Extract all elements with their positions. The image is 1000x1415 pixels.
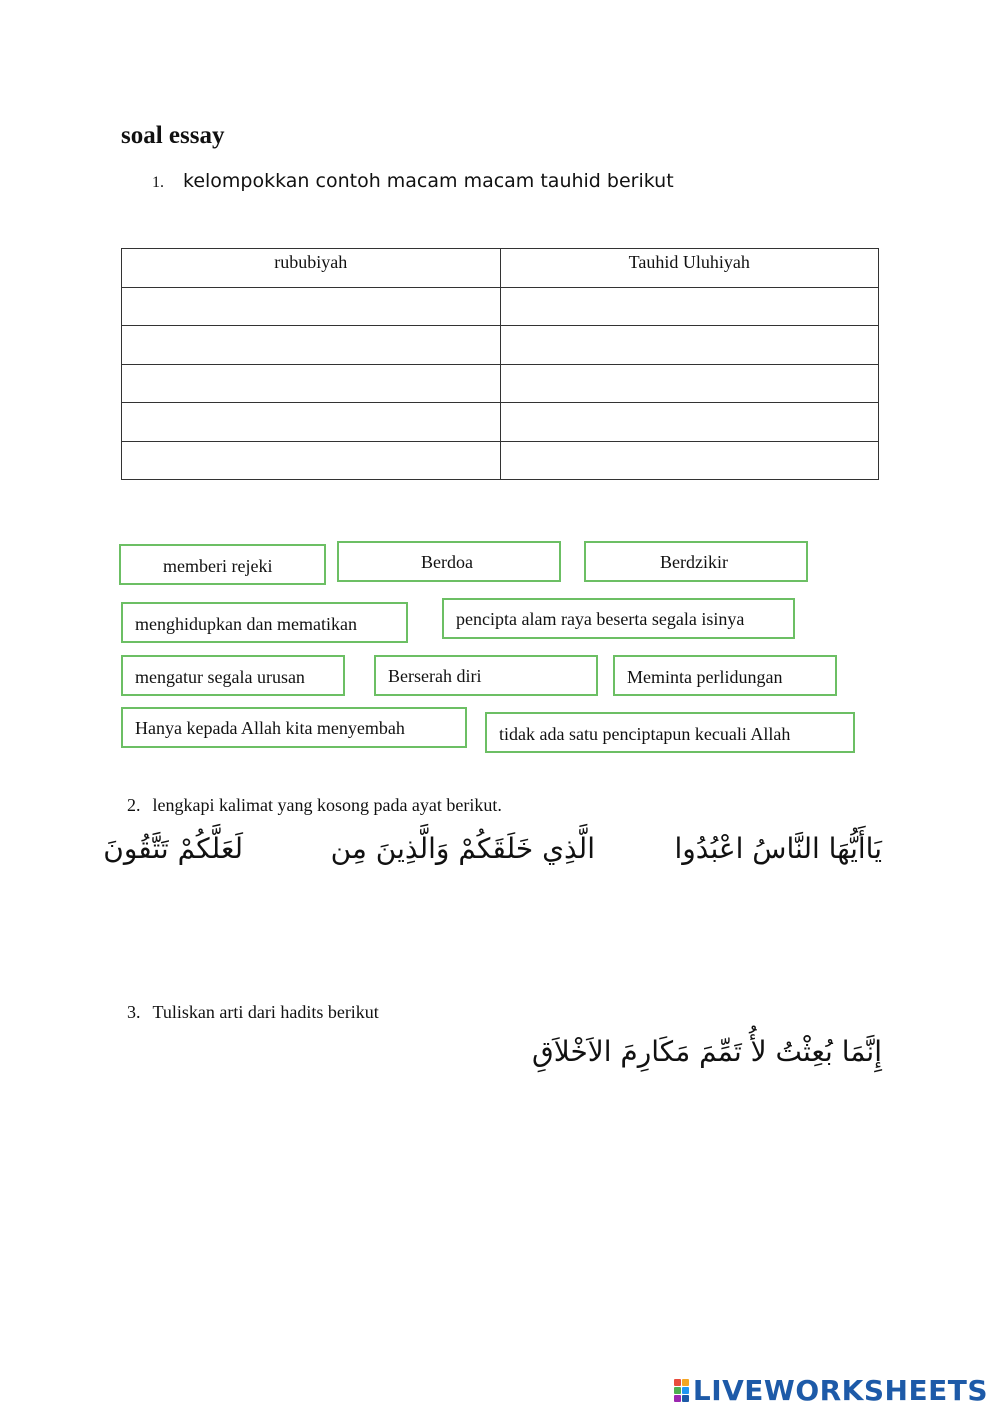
header-uluhiyah: Tauhid Uluhiyah	[500, 249, 879, 288]
ayat-part-1: يَاأَيُّهَا النَّاسُ اعْبُدُوا	[674, 832, 882, 865]
question-3-text: Tuliskan arti dari hadits berikut	[152, 1002, 379, 1022]
logo-mark-square	[674, 1395, 681, 1402]
logo-text: LIVEWORKSHEETS	[692, 1374, 988, 1407]
question-3	[127, 1002, 379, 1023]
question-2-number: 2.	[127, 795, 141, 815]
drop-cell-rububiyah[interactable]	[122, 326, 501, 365]
page-title: soal essay	[121, 122, 225, 149]
question-1-number: 1.	[152, 174, 164, 191]
ayat-part-3: لَعَلَّكُمْ تَتَّقُونَ	[103, 832, 243, 865]
drop-cell-rububiyah[interactable]	[122, 364, 501, 403]
question-2-text: lengkapi kalimat yang kosong pada ayat berikut.	[152, 795, 502, 815]
hadith-text: إِنَّمَا بُعِثْتُ لأُ تَمِّمَ مَكَارِمَ الاَخْلاَقِ	[532, 1035, 882, 1068]
drop-cell-uluhiyah[interactable]	[500, 403, 879, 442]
drag-card-tidak-ada-pencipta[interactable]: tidak ada satu penciptapun kecuali Allah	[485, 712, 855, 753]
drop-cell-uluhiyah[interactable]	[500, 287, 879, 326]
drag-card-pencipta-alam[interactable]: pencipta alam raya beserta segala isinya	[442, 598, 795, 639]
liveworksheets-logo	[674, 1374, 988, 1407]
question-1	[152, 170, 674, 193]
logo-mark-square	[674, 1379, 681, 1386]
drop-cell-rububiyah[interactable]	[122, 403, 501, 442]
drag-card-menghidupkan[interactable]: menghidupkan dan mematikan	[121, 602, 408, 643]
logo-mark-square	[682, 1379, 689, 1386]
logo-mark-square	[674, 1387, 681, 1394]
question-1-text: kelompokkan contoh macam macam tauhid berikut	[183, 170, 674, 192]
drag-card-berdoa[interactable]: Berdoa	[337, 541, 561, 582]
drag-card-berdzikir[interactable]: Berdzikir	[584, 541, 808, 582]
drop-cell-uluhiyah[interactable]	[500, 326, 879, 365]
table-header-row	[122, 249, 879, 288]
table-row	[122, 364, 879, 403]
drag-card-hanya-kepada-allah[interactable]: Hanya kepada Allah kita menyembah	[121, 707, 467, 748]
drag-card-meminta-perlindungan[interactable]: Meminta perlidungan	[613, 655, 837, 696]
logo-mark-square	[682, 1395, 689, 1402]
drop-cell-rububiyah[interactable]	[122, 441, 501, 480]
drag-card-mengatur-urusan[interactable]: mengatur segala urusan	[121, 655, 345, 696]
tauhid-table	[121, 248, 879, 480]
drop-cell-rububiyah[interactable]	[122, 287, 501, 326]
drag-card-memberi-rejeki[interactable]: memberi rejeki	[119, 544, 326, 585]
question-3-number: 3.	[127, 1002, 141, 1022]
ayat-part-2: الَّذِي خَلَقَكُمْ وَالَّذِينَ مِن	[330, 832, 595, 865]
drag-card-berserah-diri[interactable]: Berserah diri	[374, 655, 598, 696]
table-row	[122, 403, 879, 442]
logo-mark-square	[682, 1387, 689, 1394]
drop-cell-uluhiyah[interactable]	[500, 364, 879, 403]
table-row	[122, 326, 879, 365]
logo-mark-icon	[674, 1379, 689, 1402]
header-rububiyah: rububiyah	[122, 249, 501, 288]
question-2	[127, 795, 502, 816]
table-row	[122, 287, 879, 326]
table-row	[122, 441, 879, 480]
drop-cell-uluhiyah[interactable]	[500, 441, 879, 480]
